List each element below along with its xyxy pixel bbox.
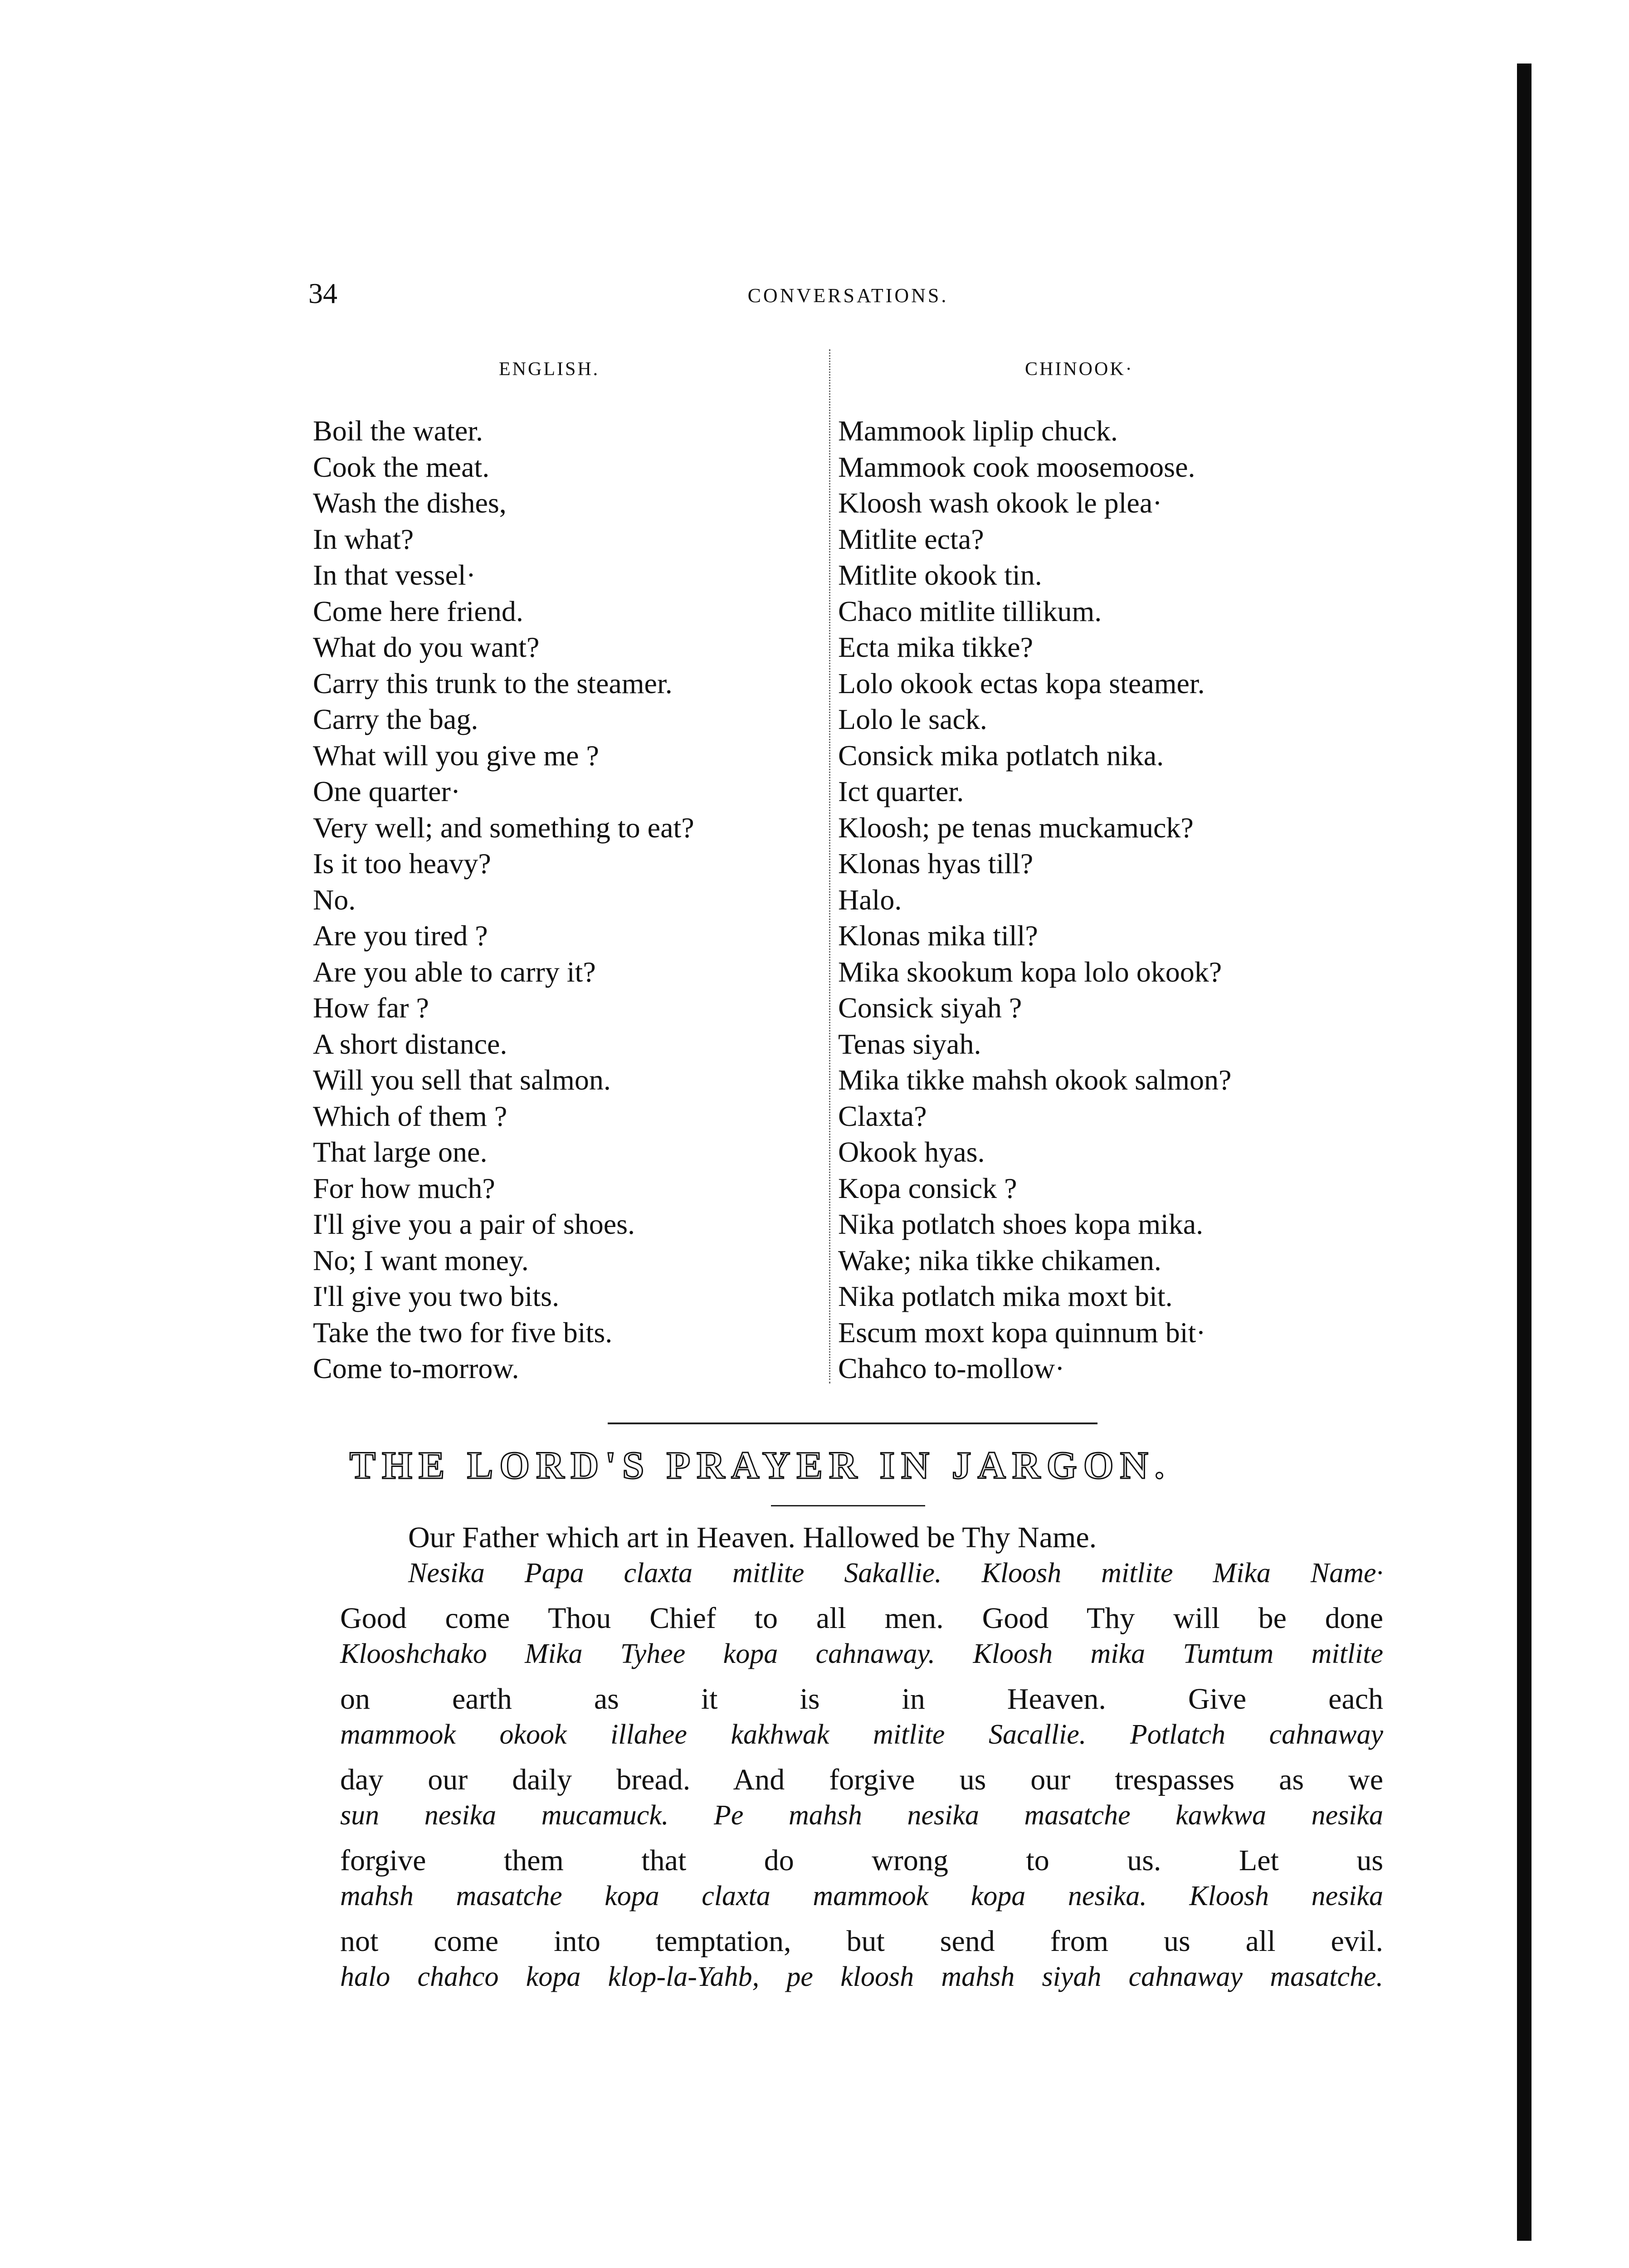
english-phrase: What will you give me ? [313,739,599,772]
english-phrase: Are you tired ? [313,919,488,952]
chinook-phrase: Kopa consick ? [838,1172,1017,1204]
lords-prayer [340,1520,1383,2004]
column-divider [829,349,830,1383]
prayer-chinook-line: mammook okook illahee kakhwak mitlite Sacallie. Potlatch cahnaway [340,1719,1383,1750]
english-phrase: Cook the meat. [313,450,490,483]
english-phrase: I'll give you two bits. [313,1280,560,1312]
english-phrase: Wash the dishes, [313,487,507,519]
english-phrase: What do you want? [313,631,540,663]
chinook-phrase: Consick mika potlatch nika. [838,739,1164,772]
chinook-phrases [838,413,1419,1387]
chinook-phrase: Nika potlatch mika moxt bit. [838,1280,1173,1312]
chinook-phrase: Mika skookum kopa lolo okook? [838,955,1222,988]
prayer-english-line: on earth as it is in Heaven. Give each [340,1682,1383,1716]
prayer-line-pair [340,1681,1383,1752]
section-rule [608,1422,1097,1424]
title-underline [771,1505,925,1506]
chinook-phrase: Mammook liplip chuck. [838,415,1118,447]
english-phrase: Carry the bag. [313,703,478,735]
chinook-phrase: Mitlite okook tin. [838,559,1042,591]
english-phrase: In that vessel· [313,559,476,591]
english-phrase: No; I want money. [313,1244,529,1276]
english-phrase: Take the two for five bits. [313,1316,613,1349]
english-phrase: One quarter· [313,775,461,807]
chinook-phrase: Kloosh; pe tenas muckamuck? [838,811,1194,844]
english-column-heading: ENGLISH. [499,359,600,380]
prayer-line-pair [340,1600,1383,1671]
chinook-phrase: Ecta mika tikke? [838,631,1034,663]
english-phrase: For how much? [313,1172,495,1204]
chinook-phrase: Okook hyas. [838,1136,985,1168]
chinook-phrase: Mitlite ecta? [838,523,984,555]
prayer-chinook-line: mahsh masatche kopa claxta mammook kopa nesika. Kloosh nesika [340,1881,1383,1911]
page-header [308,277,1388,318]
chinook-phrase: Wake; nika tikke chikamen. [838,1244,1161,1276]
prayer-line-pair [340,1843,1383,1913]
prayer-english-line: day our daily bread. And forgive us our trespasses as we [340,1763,1383,1796]
chinook-column-heading: CHINOOK· [1025,359,1134,380]
english-phrase: That large one. [313,1136,488,1168]
chinook-phrase: Kloosh wash okook le plea· [838,487,1162,519]
chinook-phrase: Chahco to-mollow· [838,1352,1065,1384]
chinook-phrase: Halo. [838,883,902,916]
chinook-phrase: Klonas hyas till? [838,847,1034,880]
english-phrase: Very well; and something to eat? [313,811,694,844]
prayer-line-pair [340,1762,1383,1833]
english-phrase: How far ? [313,992,429,1024]
prayer-chinook-line: halo chahco kopa klop-la-Yahb, pe kloosh mahsh siyah cahnaway masatche. [340,1961,1383,1992]
page-number: 34 [308,277,337,309]
chinook-phrase: Klonas mika till? [838,919,1038,952]
english-phrase: Are you able to carry it? [313,955,596,988]
prayer-english-line: not come into temptation, but send from us all evil. [340,1925,1383,1958]
english-phrase: No. [313,883,356,916]
english-phrase: Come here friend. [313,595,523,627]
english-phrase: Carry this trunk to the steamer. [313,667,673,699]
chinook-phrase: Lolo le sack. [838,703,987,735]
running-title: CONVERSATIONS. [747,284,949,307]
chinook-phrase: Escum moxt kopa quinnum bit· [838,1316,1206,1349]
chinook-phrase: Chaco mitlite tillikum. [838,595,1102,627]
chinook-phrase: Tenas siyah. [838,1027,981,1060]
prayer-chinook-line: sun nesika mucamuck. Pe mahsh nesika masatche kawkwa nesika [340,1800,1383,1831]
prayer-line-pair [340,1923,1383,1994]
english-phrase: Will you sell that salmon. [313,1064,611,1096]
chinook-phrase: Nika potlatch shoes kopa mika. [838,1208,1204,1240]
english-phrase: Which of them ? [313,1100,507,1132]
page-edge-shadow [1517,64,1531,2241]
english-phrase: In what? [313,523,414,555]
chinook-phrase: Claxta? [838,1100,927,1132]
prayer-english-line: Our Father which art in Heaven. Hallowed be Thy Name. [408,1521,1097,1554]
prayer-chinook-line: Klooshchako Mika Tyhee kopa cahnaway. Kloosh mika Tumtum mitlite [340,1638,1383,1669]
chinook-phrase: Mika tikke mahsh okook salmon? [838,1064,1232,1096]
english-phrase: Come to-morrow. [313,1352,519,1384]
english-phrase: Boil the water. [313,415,483,447]
english-phrase: Is it too heavy? [313,847,491,880]
prayer-english-line: forgive them that do wrong to us. Let us [340,1844,1383,1877]
english-phrases [313,413,825,1387]
english-phrase: A short distance. [313,1027,507,1060]
chinook-phrase: Ict quarter. [838,775,964,807]
chinook-phrase: Lolo okook ectas kopa steamer. [838,667,1205,699]
chinook-phrase: Mammook cook moosemoose. [838,450,1195,483]
prayer-title: THE LORD'S PRAYER IN JARGON. [349,1443,1171,1487]
prayer-english-line: Good come Thou Chief to all men. Good Thy will be done [340,1602,1383,1635]
prayer-line-pair [340,1520,1383,1590]
prayer-chinook-line: Nesika Papa claxta mitlite Sakallie. Kloosh mitlite Mika Name· [408,1558,1383,1589]
chinook-phrase: Consick siyah ? [838,992,1022,1024]
english-phrase: I'll give you a pair of shoes. [313,1208,635,1240]
